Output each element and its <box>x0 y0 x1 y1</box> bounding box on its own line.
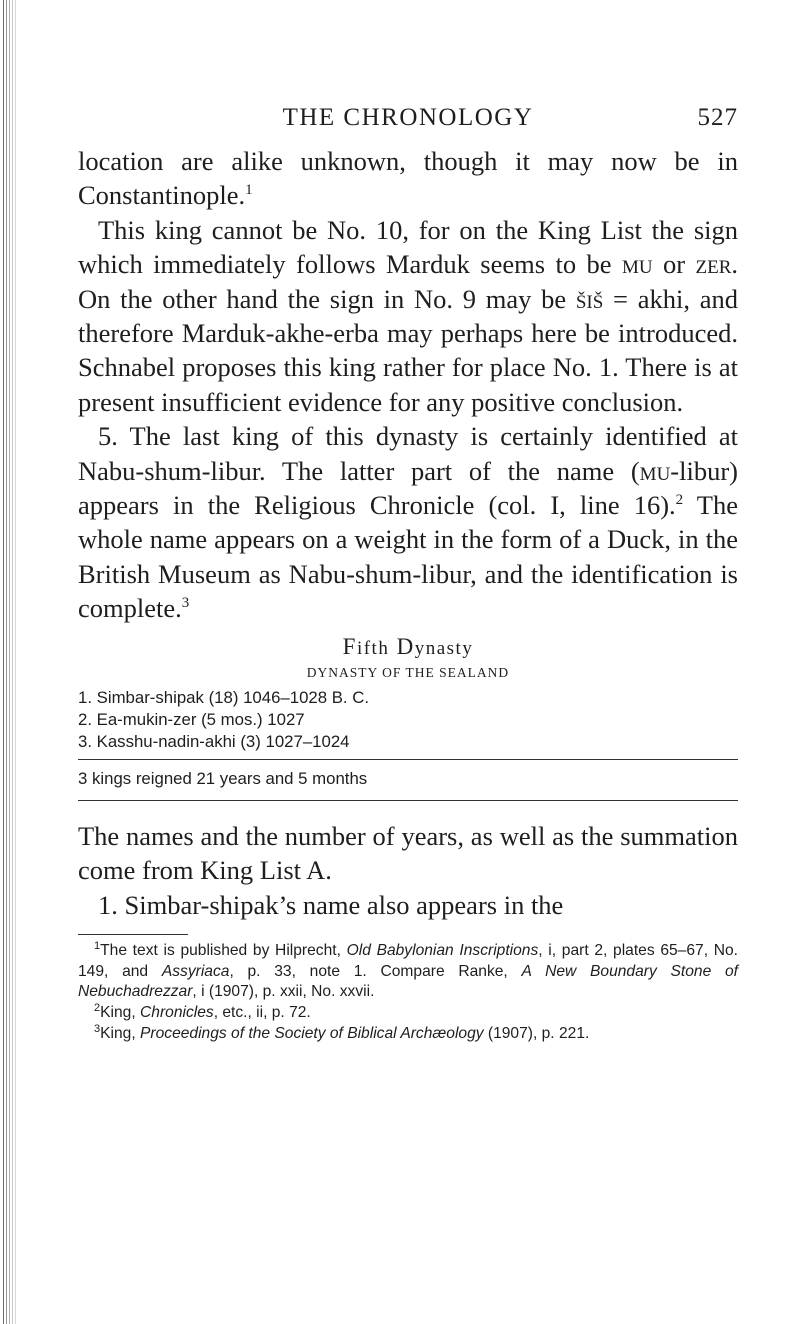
summary-table <box>78 759 738 801</box>
paragraph-4: The names and the number of years, as well as the summation come from King List A. <box>78 820 738 886</box>
paragraph-2: This king cannot be No. 10, for on the King List the sign which immediately follows Marduk seems to be mu or zer. On the other hand the sign in No. 9 may be šiš = akhi, and therefore Marduk-akhe-erba may perhaps here be introduced. Schnabel proposes this king rather for place No. 1. There is at present insufficient evidence for any positive conclusion. <box>78 214 739 417</box>
footnote-1: $^1$The text is published by Hilprecht, Old Babylonian Inscriptions, i, part 2, plates 65–67, No. 149, and Assyriaca, p. 33, note 1. Compare Ranke, A New Boundary Stone of Nebuchadrezzar, i (1907), p. xxii, No. xxvii. <box>78 939 738 1001</box>
footnotes <box>78 941 738 1045</box>
book-page <box>78 102 738 1044</box>
page-number: 527 <box>697 104 738 131</box>
paragraph-3: 5. The last king of this dynasty is certainly identified at Nabu-shum-libur. The latter part of the name (mu-libur) appears in the Religious Chronicle (col. I, line 16).$^2$ The whole name appears on a weight in the form of a Duck, in the British Museum as Nabu-shum-libur, and the identification is complete.$^3$ <box>78 421 738 624</box>
running-title: THE CHRONOLOGY <box>282 104 534 131</box>
list-item: 1. Simbar-shipak (18) 1046–1028 B. C. <box>78 687 370 707</box>
summary-line: 3 kings reigned 21 years and 5 months <box>78 768 368 788</box>
section-subtitle: DYNASTY OF THE SEALAND <box>306 664 510 680</box>
list-item: 2. Ea-mukin-zer (5 mos.) 1027 <box>78 709 305 729</box>
binding-gutter <box>0 0 20 1324</box>
body-text <box>78 144 738 626</box>
paragraph-5: 1. Simbar-shipak’s name also appears in the <box>98 889 564 920</box>
body-text-continued <box>78 819 738 922</box>
section-heading <box>78 634 738 681</box>
footnote-ref-1[interactable]: 1 <box>245 182 253 199</box>
footnote-ref-3[interactable]: 3 <box>181 595 190 612</box>
footnote-3: $^3$King, Proceedings of the Society of Biblical Archæology (1907), p. 221. <box>94 1022 590 1042</box>
section-title: Fifth Dynasty <box>342 633 474 659</box>
running-head <box>78 102 738 138</box>
king-list <box>78 687 738 753</box>
footnote-ref-2[interactable]: 2 <box>675 492 684 509</box>
footnote-rule <box>78 934 188 935</box>
paragraph-1: location are alike unknown, though it may now be in Constantinople.$^1$ <box>78 146 738 211</box>
list-item: 3. Kasshu-nadin-akhi (3) 1027–1024 <box>78 731 350 751</box>
footnote-2: $^2$King, Chronicles, etc., ii, p. 72. <box>94 1001 311 1022</box>
rule-bottom <box>78 800 738 801</box>
